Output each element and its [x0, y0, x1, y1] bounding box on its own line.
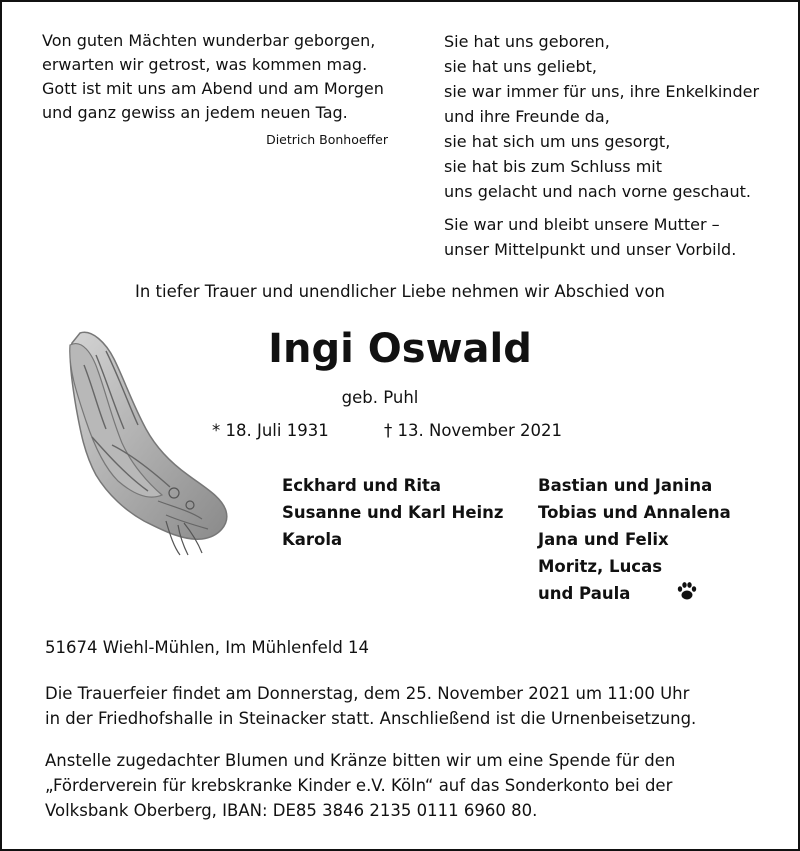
poem-line: sie hat uns geliebt,: [444, 57, 597, 76]
intro-text: In tiefer Trauer und unendlicher Liebe nehmen wir Abschied von: [134, 282, 665, 301]
poem-line: erwarten wir getrost, was kommen mag.: [42, 55, 368, 74]
family-entry: Moritz, Lucas: [538, 557, 663, 576]
deceased-name: Ingi Oswald: [268, 326, 532, 372]
donation-line: „Förderverein für krebskranke Kinder e.V. Köln“ auf das Sonderkonto bei der: [45, 776, 673, 795]
poem-line: uns gelacht und nach vorne geschaut.: [444, 182, 751, 201]
family-list-left: [282, 472, 504, 553]
family-entry: Susanne und Karl Heinz: [282, 503, 504, 522]
family-entry: Eckhard und Rita: [282, 476, 442, 495]
funeral-info: [45, 681, 765, 731]
funeral-line: in der Friedhofshalle in Steinacker statt. Anschließend ist die Urnenbeisetzung.: [45, 709, 697, 728]
poem-line: Sie war und bleibt unsere Mutter –: [444, 215, 720, 234]
donation-line: Volksbank Oberberg, IBAN: DE85 3846 2135 0111 6960 80.: [45, 801, 538, 820]
donation-line: Anstelle zugedachter Blumen und Kränze bitten wir um eine Spende für den: [45, 751, 676, 770]
poem-line: Gott ist mit uns am Abend und am Morgen: [42, 79, 384, 98]
poem-line: und ganz gewiss an jedem neuen Tag.: [42, 103, 348, 122]
poem-line: Sie hat uns geboren,: [444, 32, 610, 51]
family-entry: Jana und Felix: [538, 530, 669, 549]
poem-line: sie war immer für uns, ihre Enkelkinder: [444, 82, 760, 101]
address: 51674 Wiehl-Mühlen, Im Mühlenfeld 14: [45, 638, 370, 657]
poem-line: und ihre Freunde da,: [444, 107, 610, 126]
family-entry: und Paula: [538, 584, 631, 603]
funeral-line: Die Trauerfeier findet am Donnerstag, dem 25. November 2021 um 11:00 Uhr: [45, 684, 690, 703]
poem-line: Von guten Mächten wunderbar geborgen,: [42, 31, 376, 50]
poem-line: sie hat sich um uns gesorgt,: [444, 132, 671, 151]
poem-left: [42, 29, 402, 125]
paw-print-icon: [676, 580, 698, 602]
family-entry: Tobias und Annalena: [538, 503, 731, 522]
praying-hands-icon: [62, 325, 230, 557]
donation-info: [45, 748, 765, 823]
birth-date: * 18. Juli 1931: [212, 421, 329, 440]
family-entry: Karola: [282, 530, 343, 549]
family-entry: Bastian und Janina: [538, 476, 713, 495]
poem-line: unser Mittelpunkt und unser Vorbild.: [444, 240, 737, 259]
poem-right: [444, 29, 784, 262]
maiden-name: geb. Puhl: [341, 388, 419, 407]
poem-line: sie hat bis zum Schluss mit: [444, 157, 662, 176]
stanza-gap: [444, 204, 784, 212]
family-list-right: [538, 472, 731, 607]
death-date: † 13. November 2021: [384, 421, 563, 440]
poem-attribution: Dietrich Bonhoeffer: [266, 132, 388, 147]
